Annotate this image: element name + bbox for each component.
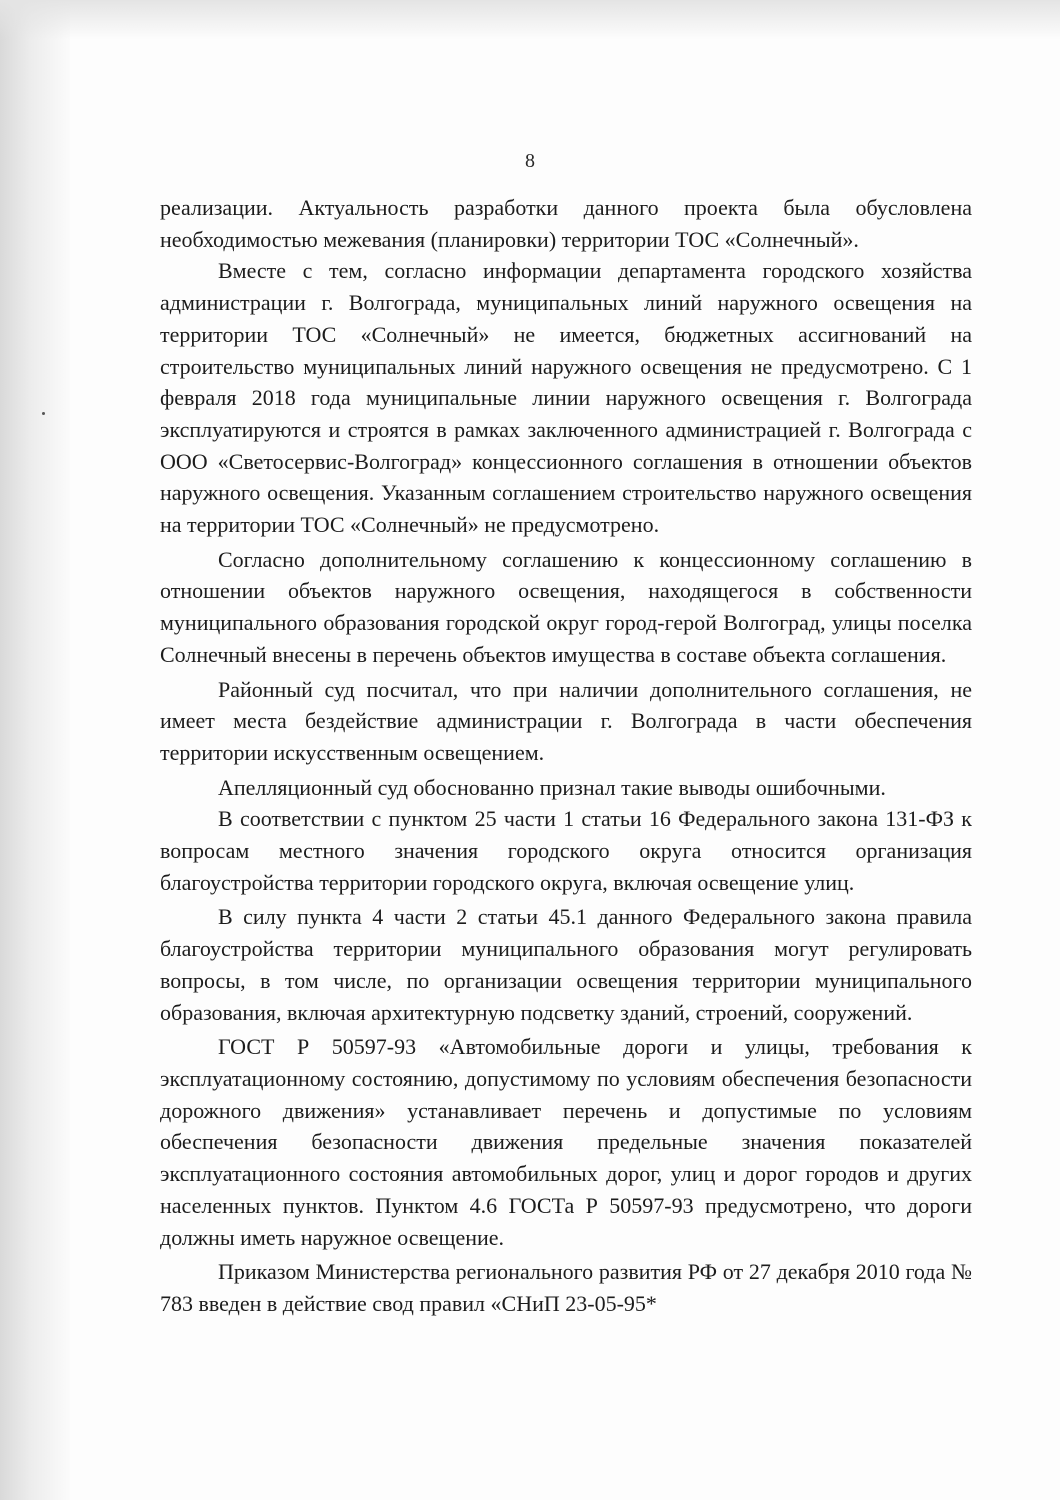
paragraph: ГОСТ Р 50597-93 «Автомобильные дороги и улицы, требования к эксплуатационному состоянию, допустимому по условиям обеспечения безопасности дорожного движения» устанавливает перечень и допустимые по условиям обеспечения безопасности движения предельные значения показателей эксплуатационного состояния автомобильных дорог, улиц и дорог городов и других населенных пунктов. Пунктом 4.6 ГОСТа Р 50597-93 предусмотрено, что дороги должны иметь наружное освещение. bbox=[160, 1034, 972, 1250]
paragraph: Вместе с тем, согласно информации департамента городского хозяйства администрации г. Волгограда, муниципальных линий наружного освещения на территории ТОС «Солнечный» не имеется, бюджетных ассигнований на строительство муниципальных линий наружного освещения не предусмотрено. С 1 февраля 2018 года муниципальные линии наружного освещения г. Волгограда эксплуатируются и строятся в рамках заключенного администрацией г. Волгограда с ООО «Светосервис-Волгоград» концессионного соглашения в отношении объектов наружного освещения. Указанным соглашением строительство наружного освещения на территории ТОС «Солнечный» не предусмотрено. bbox=[160, 258, 972, 538]
document-body bbox=[160, 192, 972, 1320]
paragraph: Согласно дополнительному соглашению к концессионному соглашению в отношении объектов наружного освещения, находящегося в собственности муниципального образования городской округ город-герой Волгоград, улицы поселка Солнечный внесены в перечень объектов имущества в составе объекта соглашения. bbox=[160, 546, 972, 667]
paragraph: В силу пункта 4 части 2 статьи 45.1 данного Федерального закона правила благоустройства территории муниципального образования могут регулировать вопросы, в том числе, по организации освещения территории муниципального образования, включая архитектурную подсветку зданий, строений, сооружений. bbox=[160, 904, 972, 1025]
paragraph: Апелляционный суд обоснованно признал такие выводы ошибочными. bbox=[218, 774, 886, 800]
paragraph: Районный суд посчитал, что при наличии дополнительного соглашения, не имеет места бездействие администрации г. Волгограда в части обеспечения территории искусственным освещением. bbox=[160, 676, 972, 765]
paragraph: В соответствии с пунктом 25 части 1 статьи 16 Федерального закона 131-ФЗ к вопросам местного значения городского округа относится организация благоустройства территории городского округа, включая освещение улиц. bbox=[160, 806, 972, 895]
page-edge-shadow bbox=[0, 0, 70, 1500]
page-top-shadow bbox=[0, 0, 1060, 40]
paragraph: Приказом Министерства регионального развития РФ от 27 декабря 2010 года № 783 введен в действие свод правил «СНиП 23-05-95* bbox=[160, 1259, 972, 1316]
scan-speck bbox=[42, 412, 45, 415]
paragraph: реализации. Актуальность разработки данного проекта была обусловлена необходимостью межевания (планировки) территории ТОС «Солнечный». bbox=[160, 195, 972, 252]
page-number: 8 bbox=[525, 150, 535, 172]
